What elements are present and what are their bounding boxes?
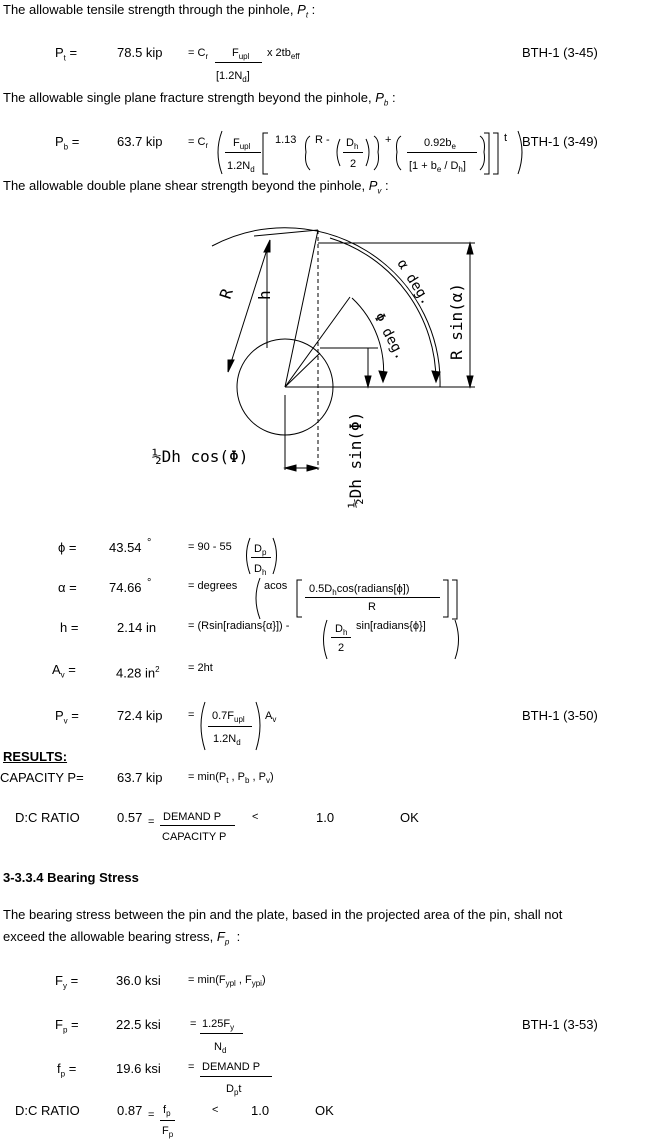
pv-label: $P_v$ = (55, 708, 79, 726)
shear-intro-text: The allowable double plane shear strength beyond the pinhole, (3, 178, 366, 193)
h-value: 2.14 (117, 620, 143, 635)
fp-value: 22.5 ksi (116, 1017, 161, 1032)
bearing-text-2: exceed the allowable bearing stress, $F_p$ : (3, 929, 241, 947)
pt-reference: BTH-1 (3-45) (522, 45, 598, 60)
pb-value: 63.7 kip (117, 134, 163, 149)
fpl-formula: = (188, 1061, 195, 1073)
pb-reference: BTH-1 (3-49) (522, 134, 598, 149)
dc-ratio-bar (160, 825, 235, 826)
pt-label: $P_t$ = (55, 45, 78, 63)
shear-intro: The allowable double plane shear strength beyond the pinhole, $P_v$ : (3, 178, 389, 196)
fracture-symbol: P (375, 90, 384, 105)
pb-exponent: t (504, 132, 508, 144)
bearing-dc-lt: < (212, 1104, 219, 1116)
pv-tail: $A_v$ (265, 710, 277, 725)
tensile-intro: The allowable tensile strength through the pinhole, $P_t$ : (3, 2, 316, 20)
alpha-unit: ° (147, 577, 152, 589)
label-halfcos: ½Dh cos(Φ) (152, 447, 249, 466)
label-r: R (215, 286, 237, 302)
alpha-numerator: $0.5D_h\cos(radians[\phi])$ (309, 583, 410, 598)
fp-formula: = (190, 1018, 197, 1030)
pt-formula-prefix: = $C_r$ (188, 47, 209, 62)
phi-unit: ° (147, 537, 152, 549)
fp-denominator: $N_d$ (214, 1041, 227, 1056)
pv-numerator: $0.7F_{upl}$ (212, 710, 245, 725)
av-unit: in (144, 665, 156, 681)
bearing-dc-value: 0.87 (117, 1103, 143, 1118)
dc-ratio-lt: < (252, 811, 259, 823)
fracture-intro-text: The allowable single plane fracture strength beyond the pinhole, (3, 90, 372, 105)
phi-denominator: $D_h$ (254, 563, 267, 578)
bearing-dc-limit: 1.0 (251, 1103, 270, 1118)
phi-value: 43.54 (109, 540, 142, 555)
fp-reference: BTH-1 (3-53) (522, 1017, 598, 1032)
fp-label: $F_p$ = (55, 1017, 79, 1035)
av-value: 4.28 (116, 665, 142, 681)
capacity-value: 63.7 kip (117, 770, 163, 785)
alpha-value: 74.66 (109, 580, 142, 595)
bearing-text-1: The bearing stress between the pin and the plate, based in the projected area of the pin, shall not (3, 907, 563, 922)
av-formula: = 2ht (188, 662, 213, 674)
label-rsin: R sin(α) (447, 282, 466, 360)
pv-denominator: $1.2N_d$ (213, 733, 241, 748)
tensile-symbol-sub: t (305, 10, 309, 20)
pb-dh-numerator: $D_h$ (346, 137, 359, 152)
dc-ratio-denominator: CAPACITY P (162, 831, 227, 843)
av-value-row: 4.28 $in^2$ (116, 665, 160, 681)
shear-symbol-sub: v (377, 186, 382, 196)
capacity-label: CAPACITY P= (0, 770, 84, 785)
h-unit: in (145, 620, 157, 635)
alpha-acos: acos (264, 580, 288, 592)
dc-ratio-eq: = (148, 816, 155, 828)
dc-ratio-status: OK (400, 810, 419, 825)
pv-value: 72.4 kip (117, 708, 163, 723)
pb-dh-denominator: 2 (350, 158, 357, 170)
label-phi: Φ deg. (370, 310, 409, 363)
fp-fraction-bar (200, 1033, 243, 1034)
tensile-intro-text: The allowable tensile strength through the pinhole, (3, 2, 294, 17)
dc-ratio-label: D:C RATIO (15, 810, 80, 825)
label-alpha: α deg. (393, 256, 434, 309)
phi-label: ϕ = (58, 540, 77, 555)
pt-tail: x $2tb_{eff}$ (267, 47, 300, 62)
pb-be-denominator: $[1 + b_e / D_h]$ (409, 160, 466, 175)
tensile-symbol: P (297, 2, 306, 17)
label-halfsin: ½Dh sin(Φ) (346, 411, 365, 508)
h-label: h = (60, 620, 79, 635)
pv-fraction-bar (208, 726, 252, 727)
results-heading: RESULTS: (3, 749, 68, 764)
pb-plus: + (385, 134, 392, 146)
phi-numerator: $D_p$ (254, 543, 267, 558)
fp-numerator: $1.25F_y$ (202, 1018, 235, 1033)
bearing-dc-numerator: $f_p$ (163, 1104, 171, 1119)
pv-reference: BTH-1 (3-50) (522, 708, 598, 723)
pt-value: 78.5 kip (117, 45, 163, 60)
bearing-dc-label: D:C RATIO (15, 1103, 80, 1118)
fpl-value: 19.6 ksi (116, 1061, 161, 1076)
h-tail: sin[radians{ϕ}] (356, 620, 426, 632)
bearing-dc-status: OK (315, 1103, 334, 1118)
av-label: $A_v$ = (52, 662, 76, 680)
pv-formula: = (188, 709, 195, 721)
dc-ratio-numerator: DEMAND P (163, 811, 222, 823)
pb-k: 1.13 (275, 134, 297, 146)
pb-denominator: $1.2N_d$ (227, 160, 255, 175)
pt-denominator: $[1.2N_d]$ (216, 70, 250, 85)
fy-value: 36.0 ksi (116, 973, 161, 988)
pb-be-numerator: $0.92b_e$ (424, 137, 456, 152)
fy-formula: = $\min(F_{ypl}$ , $F_{ypi}$) (188, 974, 266, 989)
pb-r-term: R - (315, 134, 330, 146)
fpl-numerator: DEMAND P (202, 1061, 261, 1073)
fpl-label: $f_p$ = (57, 1061, 77, 1079)
bearing-dc-eq: = (148, 1109, 155, 1121)
pb-formula-prefix: = $C_r$ (188, 136, 209, 151)
alpha-denominator: R (368, 601, 376, 613)
h-numerator: $D_h$ (335, 623, 348, 638)
fpl-fraction-bar (200, 1076, 272, 1077)
pb-label: $P_b$ = (55, 134, 80, 152)
fy-label: $F_y$ = (55, 973, 79, 991)
h-formula: = (Rsin[radians{α}]) - (188, 620, 290, 632)
dc-ratio-limit: 1.0 (316, 810, 335, 825)
fpl-denominator: $D_pt$ (226, 1083, 242, 1098)
alpha-label: α = (58, 580, 77, 595)
bearing-dc-bar (160, 1120, 175, 1121)
fracture-symbol-sub: b (383, 98, 389, 108)
h-denominator: 2 (338, 642, 345, 654)
fracture-intro: The allowable single plane fracture strength beyond the pinhole, $P_b$ : (3, 90, 396, 108)
alpha-formula: = degrees (188, 580, 238, 592)
shear-symbol: P (368, 178, 378, 193)
label-h: h (255, 290, 274, 300)
pb-numerator: $F_{upl}$ (233, 137, 251, 152)
pt-numerator: $F_{upl}$ (232, 47, 250, 62)
bearing-heading: 3-3.3.4 Bearing Stress (3, 870, 139, 885)
capacity-formula: = $\min(P_t$ , $P_b$ , $P_v$) (188, 771, 274, 786)
dc-ratio-value: 0.57 (117, 810, 143, 825)
phi-formula: = 90 - 55 (188, 541, 232, 553)
bearing-dc-denominator: $F_p$ (162, 1125, 174, 1140)
